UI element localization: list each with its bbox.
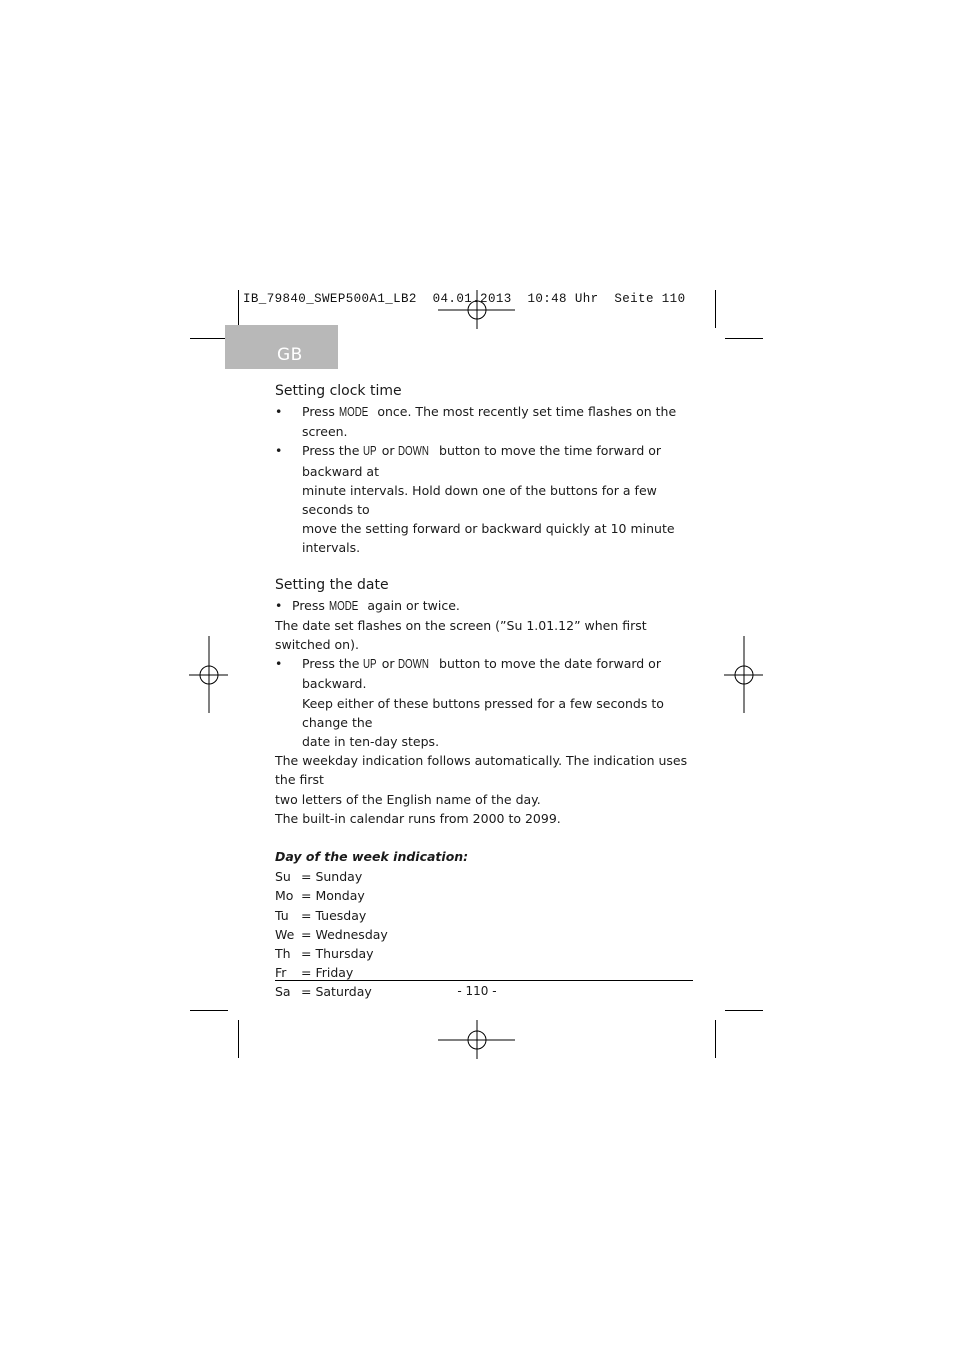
day-name: = Friday <box>301 965 354 981</box>
key-label: UP <box>363 657 377 672</box>
list-item: • Press the UP or DOWN button to move the time forward or backward at minute intervals. Hold down one of the buttons for a few seconds to move the setting forward or backward quickly at 10 minute intervals. <box>275 443 675 556</box>
day-name: = Thursday <box>301 946 374 962</box>
list-item <box>275 867 695 886</box>
registration-mark-right <box>724 635 764 715</box>
key-label: MODE <box>328 598 359 613</box>
year-value: 2000 <box>472 810 505 826</box>
day-abbr: Tu <box>275 907 289 923</box>
print-slug: IB_79840_SWEP500A1_LB2 04.01.2013 10:48 Uhr Seite 110 <box>243 292 686 306</box>
language-tab <box>225 325 338 369</box>
year-value: 2099 <box>524 810 557 826</box>
day-name: = Sunday <box>301 869 363 885</box>
day-abbr: We <box>275 926 295 942</box>
day-list <box>275 867 695 1001</box>
day-name: = Tuesday <box>301 907 367 923</box>
day-abbr: Th <box>275 946 291 962</box>
section-heading-date: Setting the date <box>275 576 389 593</box>
key-label: DOWN <box>398 657 430 672</box>
days-heading: Day of the week indication: <box>275 849 469 865</box>
paragraph: The weekday indication follows automatically. The indication uses the first two letters of the English name of the day. <box>275 753 688 807</box>
day-abbr: Fr <box>275 965 287 981</box>
language-tab-label: GB <box>277 345 303 365</box>
section-heading-clock: Setting clock time <box>275 383 402 399</box>
key-label: UP <box>363 444 377 459</box>
list-item: • Press MODE again or twice. <box>275 596 695 616</box>
page-content <box>275 380 695 1002</box>
list-item <box>275 944 695 963</box>
list-item <box>275 886 695 905</box>
paragraph: The date set flashes on the screen (”Su 1.01.12” when first switched on). <box>275 617 647 653</box>
bullet-glyph: • <box>275 656 283 672</box>
registration-mark-bottom <box>437 1020 517 1060</box>
day-abbr: Su <box>275 869 291 885</box>
key-label: DOWN <box>398 444 430 459</box>
day-abbr: Sa <box>275 984 291 1000</box>
key-label: MODE <box>338 405 369 419</box>
list-item: • Press the UP or DOWN button to move the date forward or backward. Keep either of these buttons pressed for a few seconds to change the date in ten-day steps. <box>275 656 664 750</box>
bullet-glyph: • <box>275 404 283 419</box>
day-name: = Wednesday <box>301 926 388 942</box>
bullet-glyph: • <box>275 443 283 459</box>
paragraph: The built-in calendar runs from 2000 to 2099. <box>275 810 561 826</box>
list-item: • Press MODE once. The most recently set time flashes on the screen. <box>275 404 677 440</box>
footer-divider <box>275 980 693 981</box>
page-number: - 110 - <box>457 984 497 998</box>
day-name: = Monday <box>301 888 365 904</box>
registration-mark-left <box>189 635 229 715</box>
day-abbr: Mo <box>275 888 294 904</box>
display-value: Su 1.01.12 <box>506 617 575 633</box>
list-item <box>275 925 695 944</box>
list-item <box>275 906 695 925</box>
day-name: = Saturday <box>301 984 372 1000</box>
bullet-glyph: • <box>275 597 283 613</box>
